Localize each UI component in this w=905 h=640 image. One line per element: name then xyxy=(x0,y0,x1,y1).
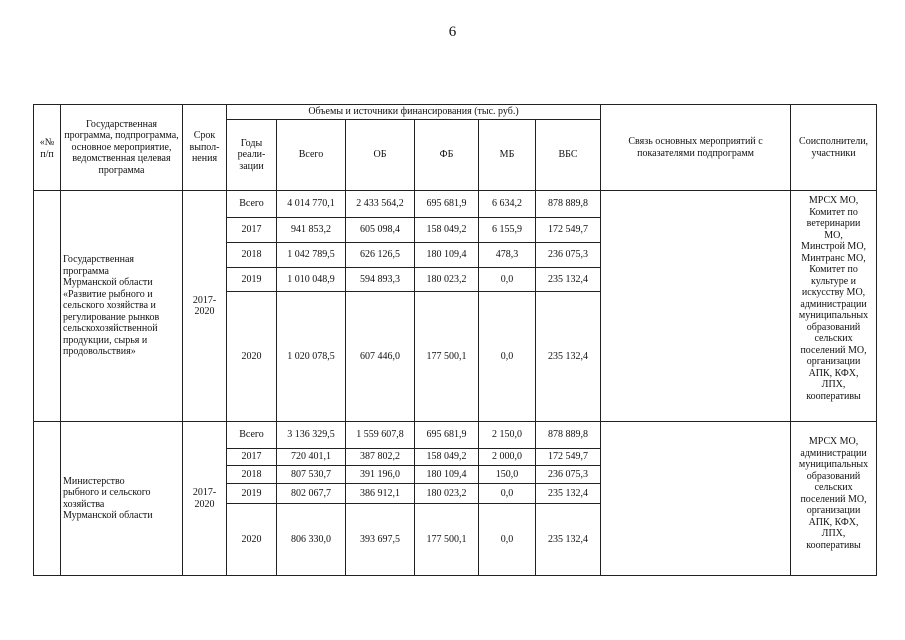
row-num xyxy=(34,191,61,422)
mb-cell: 0,0 xyxy=(479,504,536,576)
vbs-cell: 236 075,3 xyxy=(536,466,601,484)
ob-cell: 393 697,5 xyxy=(346,504,415,576)
mb-cell: 2 000,0 xyxy=(479,449,536,466)
header-fb: ФБ xyxy=(415,120,479,191)
ob-cell: 607 446,0 xyxy=(346,292,415,422)
header-num: «№ п/п xyxy=(34,105,61,191)
ob-cell: 2 433 564,2 xyxy=(346,191,415,218)
year-cell: Всего xyxy=(227,191,277,218)
table-row xyxy=(34,422,877,449)
program-term: 2017- 2020 xyxy=(183,422,227,576)
fb-cell: 695 681,9 xyxy=(415,191,479,218)
total-cell: 807 530,7 xyxy=(277,466,346,484)
year-cell: 2020 xyxy=(227,292,277,422)
vbs-cell: 235 132,4 xyxy=(536,484,601,504)
header-vbs: ВБС xyxy=(536,120,601,191)
fb-cell: 180 023,2 xyxy=(415,268,479,292)
mb-cell: 2 150,0 xyxy=(479,422,536,449)
executors-cell: МРСХ МО, администрации муниципальных образований сельских поселений МО, организации АПК, КФХ, ЛПХ, кооперативы xyxy=(791,422,877,576)
link-cell xyxy=(601,191,791,422)
ob-cell: 386 912,1 xyxy=(346,484,415,504)
header-program: Государственная программа, подпрограмма, основное мероприятие, ведомственная целевая программа xyxy=(61,105,183,191)
program-term: 2017- 2020 xyxy=(183,191,227,422)
header-total: Всего xyxy=(277,120,346,191)
year-cell: 2018 xyxy=(227,243,277,268)
ob-cell: 605 098,4 xyxy=(346,218,415,243)
mb-cell: 0,0 xyxy=(479,484,536,504)
mb-cell: 150,0 xyxy=(479,466,536,484)
fb-cell: 158 049,2 xyxy=(415,218,479,243)
row-num xyxy=(34,422,61,576)
year-cell: 2018 xyxy=(227,466,277,484)
vbs-cell: 172 549,7 xyxy=(536,218,601,243)
mb-cell: 6 634,2 xyxy=(479,191,536,218)
total-cell: 802 067,7 xyxy=(277,484,346,504)
vbs-cell: 878 889,8 xyxy=(536,422,601,449)
year-cell: 2017 xyxy=(227,218,277,243)
ob-cell: 1 559 607,8 xyxy=(346,422,415,449)
mb-cell: 6 155,9 xyxy=(479,218,536,243)
total-cell: 941 853,2 xyxy=(277,218,346,243)
year-cell: 2017 xyxy=(227,449,277,466)
year-cell: 2019 xyxy=(227,484,277,504)
header-ob: ОБ xyxy=(346,120,415,191)
ob-cell: 594 893,3 xyxy=(346,268,415,292)
total-cell: 1 020 078,5 xyxy=(277,292,346,422)
total-cell: 3 136 329,5 xyxy=(277,422,346,449)
fb-cell: 177 500,1 xyxy=(415,292,479,422)
total-cell: 720 401,1 xyxy=(277,449,346,466)
program-name: Министерство рыбного и сельского хозяйства Мурманской области xyxy=(61,422,183,576)
total-cell: 4 014 770,1 xyxy=(277,191,346,218)
total-cell: 1 042 789,5 xyxy=(277,243,346,268)
vbs-cell: 236 075,3 xyxy=(536,243,601,268)
vbs-cell: 235 132,4 xyxy=(536,292,601,422)
ob-cell: 626 126,5 xyxy=(346,243,415,268)
ob-cell: 387 802,2 xyxy=(346,449,415,466)
financing-table xyxy=(33,104,877,576)
vbs-cell: 235 132,4 xyxy=(536,268,601,292)
vbs-cell: 878 889,8 xyxy=(536,191,601,218)
vbs-cell: 172 549,7 xyxy=(536,449,601,466)
fb-cell: 177 500,1 xyxy=(415,504,479,576)
fb-cell: 180 023,2 xyxy=(415,484,479,504)
mb-cell: 478,3 xyxy=(479,243,536,268)
year-cell: Всего xyxy=(227,422,277,449)
year-cell: 2019 xyxy=(227,268,277,292)
total-cell: 806 330,0 xyxy=(277,504,346,576)
fb-cell: 158 049,2 xyxy=(415,449,479,466)
header-financing: Объемы и источники финансирования (тыс. руб.) xyxy=(227,105,601,120)
year-cell: 2020 xyxy=(227,504,277,576)
vbs-cell: 235 132,4 xyxy=(536,504,601,576)
header-years: Годы реали-зации xyxy=(227,120,277,191)
fb-cell: 180 109,4 xyxy=(415,466,479,484)
header-term: Срок выпол-нения xyxy=(183,105,227,191)
table-row xyxy=(34,191,877,218)
header-mb: МБ xyxy=(479,120,536,191)
page-number: 6 xyxy=(448,24,457,40)
total-cell: 1 010 048,9 xyxy=(277,268,346,292)
fb-cell: 180 109,4 xyxy=(415,243,479,268)
program-name: Государственная программа Мурманской области «Развитие рыбного и сельского хозяйства и регулирование рынков сельскохозяйственной продукции, сырья и продовольствия» xyxy=(61,191,183,422)
mb-cell: 0,0 xyxy=(479,292,536,422)
header-link: Связь основных мероприятий с показателями подпрограмм xyxy=(601,105,791,191)
mb-cell: 0,0 xyxy=(479,268,536,292)
ob-cell: 391 196,0 xyxy=(346,466,415,484)
fb-cell: 695 681,9 xyxy=(415,422,479,449)
link-cell xyxy=(601,422,791,576)
header-executors: Соисполнители, участники xyxy=(791,105,877,191)
executors-cell: МРСХ МО, Комитет по ветеринарии МО, Минстрой МО, Минтранс МО, Комитет по культуре и искусству МО, администрации муниципальных образований сельских поселений МО, организации АПК, КФХ, ЛПХ, кооперативы xyxy=(791,191,877,422)
